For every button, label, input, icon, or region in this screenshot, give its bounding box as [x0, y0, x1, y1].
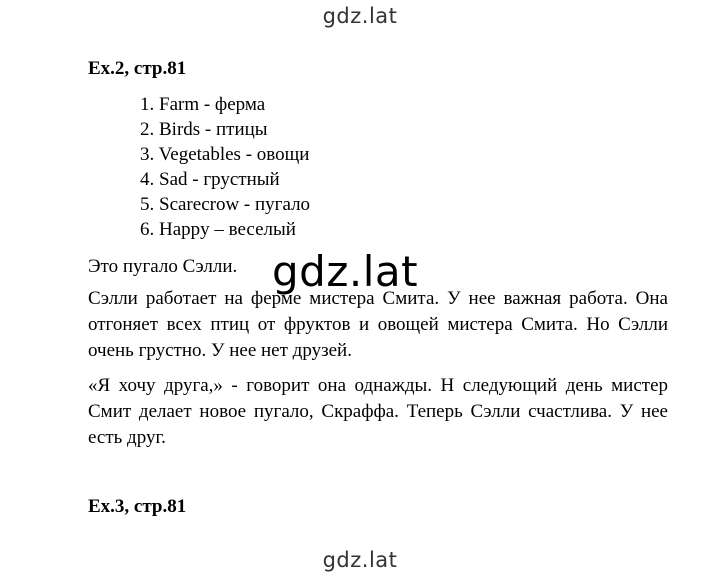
- watermark-center: gdz.lat: [272, 247, 419, 296]
- watermark-bottom: gdz.lat: [322, 548, 398, 572]
- exercise-2-heading: Ex.2, стр.81: [88, 58, 187, 79]
- vocab-item: 4. Sad - грустный: [140, 169, 280, 190]
- vocabulary-list: [140, 92, 310, 242]
- vocab-item: 2. Birds - птицы: [140, 119, 268, 140]
- vocab-item: 3. Vegetables - овощи: [140, 144, 310, 165]
- translation-paragraph-2: Сэлли работает на ферме мистера Смита. У нее важная работа. Она отгоняет всех птиц от фруктов и овощей мистера Смита. Но Сэлли очень грустно. У нее нет друзей.: [88, 288, 668, 361]
- translation-paragraph-1: Это пугало Сэлли.: [88, 256, 238, 277]
- vocab-item: 6. Happy – веселый: [140, 219, 296, 240]
- translation-paragraph-3: «Я хочу друга,» - говорит она однажды. Н следующий день мистер Смит делает новое пугало, Скраффа. Теперь Сэлли счастлива. У нее есть друг.: [88, 375, 668, 448]
- vocab-item: 1. Farm - ферма: [140, 94, 266, 115]
- exercise-3-heading: Ex.3, стр.81: [88, 496, 187, 517]
- vocab-item: 5. Scarecrow - пугало: [140, 194, 311, 215]
- watermark-top: gdz.lat: [322, 4, 398, 28]
